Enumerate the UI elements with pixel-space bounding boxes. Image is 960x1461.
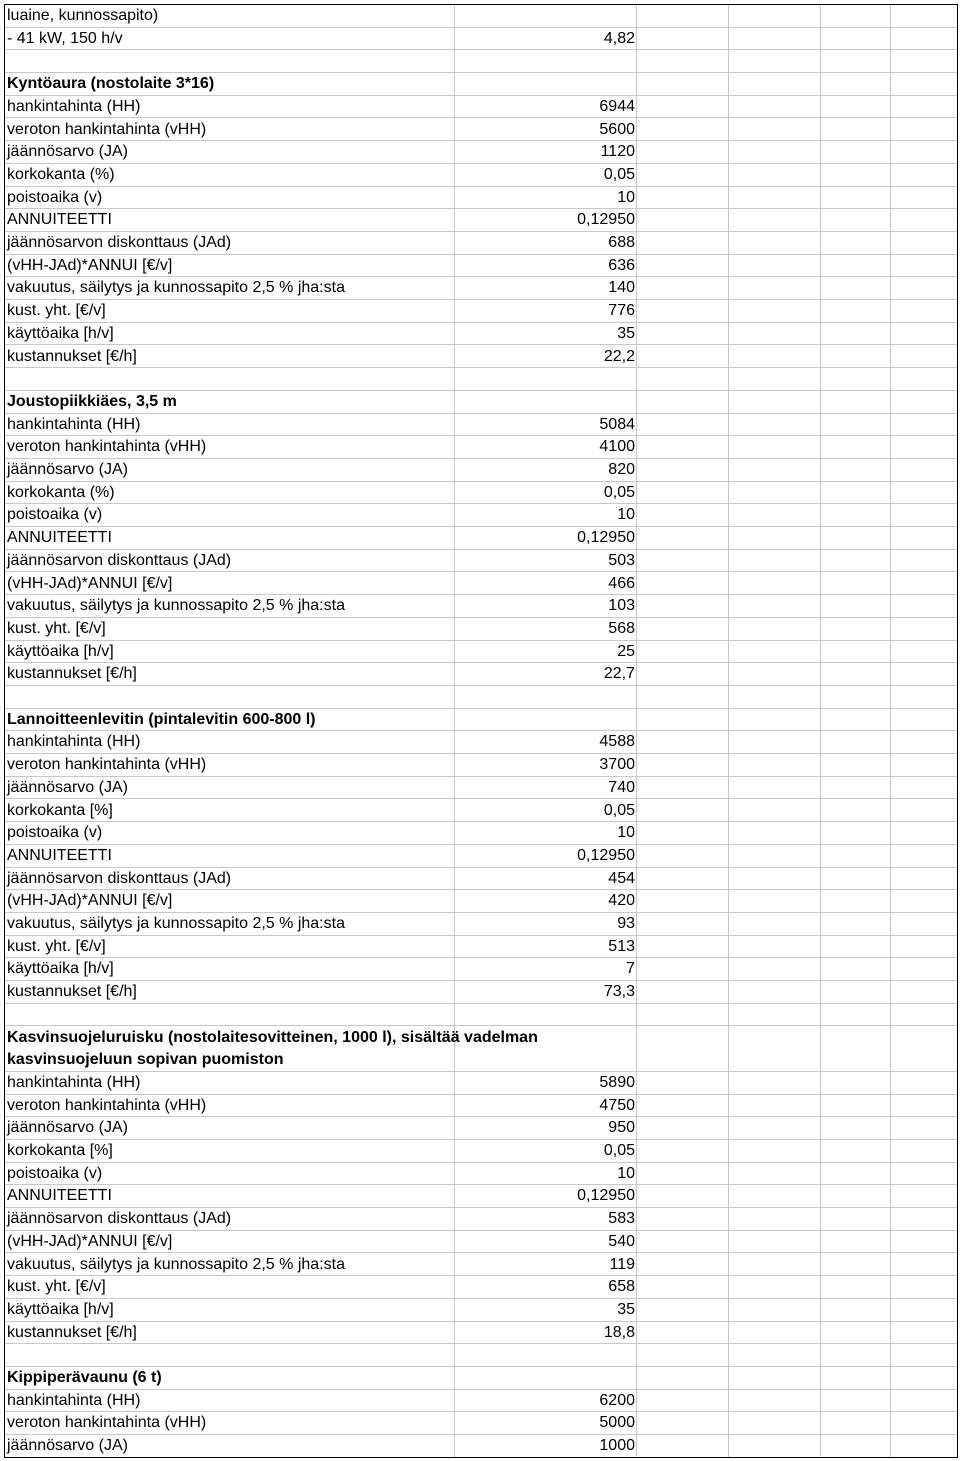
row-value: 454 — [608, 869, 635, 887]
row-value: 513 — [608, 937, 635, 955]
table-row — [5, 209, 957, 232]
table-row — [5, 96, 957, 119]
table-row — [5, 414, 957, 437]
table-row — [5, 1140, 957, 1163]
table-row — [5, 1231, 957, 1254]
row-label: poistoaika (v) — [7, 1164, 103, 1182]
row-value: 1120 — [600, 143, 635, 161]
row-value: 140 — [608, 279, 635, 297]
row-value: 636 — [608, 256, 635, 274]
table-row — [5, 1435, 957, 1458]
row-value: 25 — [617, 642, 635, 660]
row-value: 568 — [608, 619, 635, 637]
table-row — [5, 527, 957, 550]
row-label: (vHH-JAd)*ANNUI [€/v] — [7, 1232, 173, 1250]
table-row — [5, 595, 957, 618]
row-label: vakuutus, säilytys ja kunnossapito 2,5 % jha:sta — [7, 597, 345, 615]
table-row — [5, 1276, 957, 1299]
row-value: 466 — [608, 574, 635, 592]
row-label: - 41 kW, 150 h/v — [7, 29, 123, 47]
row-label: jäännösarvo (JA) — [7, 1437, 128, 1455]
table-row — [5, 663, 957, 686]
table-row — [5, 1390, 957, 1413]
table-row — [5, 346, 957, 369]
row-value: 776 — [608, 302, 635, 320]
row-label: vakuutus, säilytys ja kunnossapito 2,5 % jha:sta — [7, 279, 345, 297]
table-row — [5, 641, 957, 664]
table-row — [5, 1117, 957, 1140]
table-row — [5, 822, 957, 845]
row-value: 0,12950 — [577, 529, 635, 547]
row-label: poistoaika (v) — [7, 188, 103, 206]
table-row — [5, 482, 957, 505]
row-value: 6200 — [599, 1391, 635, 1409]
section-header-row — [5, 391, 957, 414]
row-label: käyttöaika [h/v] — [7, 324, 114, 342]
row-label: ANNUITEETTI — [7, 529, 112, 547]
row-value: 6944 — [599, 97, 635, 115]
row-value: 4588 — [599, 733, 635, 751]
row-value: 0,05 — [603, 801, 635, 819]
row-value: 73,3 — [603, 983, 635, 1001]
row-value: 420 — [608, 892, 635, 910]
row-label: käyttöaika [h/v] — [7, 1300, 114, 1318]
table-row — [5, 300, 957, 323]
row-label: käyttöaika [h/v] — [7, 960, 114, 978]
row-value: 4750 — [599, 1096, 635, 1114]
table-row — [5, 1412, 957, 1435]
row-label: korkokanta [%] — [7, 1142, 113, 1159]
row-value: 540 — [608, 1232, 635, 1250]
row-value: 3700 — [599, 756, 635, 774]
row-value: 0,12950 — [577, 1187, 635, 1205]
row-label: korkokanta [%] — [7, 801, 113, 819]
row-label: korkokanta (%) — [7, 483, 115, 501]
row-label: jäännösarvo (JA) — [7, 778, 128, 796]
row-label: veroton hankintahinta (vHH) — [7, 120, 207, 138]
table-row — [5, 164, 957, 187]
table-row — [5, 573, 957, 596]
row-value: 950 — [608, 1119, 635, 1137]
row-label: hankintahinta (HH) — [7, 733, 141, 751]
row-label: (vHH-JAd)*ANNUI [€/v] — [7, 892, 173, 910]
table-row — [5, 323, 957, 346]
table-row — [5, 618, 957, 641]
row-value: 5600 — [599, 120, 635, 138]
section-header-row — [5, 1027, 957, 1072]
table-row — [5, 1299, 957, 1322]
table-row — [5, 868, 957, 891]
table-row — [5, 1185, 957, 1208]
table-row — [5, 50, 957, 73]
row-value: 4,82 — [603, 29, 635, 47]
row-label: jäännösarvo (JA) — [7, 461, 128, 478]
table-row — [5, 187, 957, 210]
section-title: Kasvinsuojeluruisku (nostolaitesovitteinen, 1000 l), sisältää vadelman kasvinsuojeluun sopivan puomiston — [7, 1028, 538, 1069]
row-value: 103 — [608, 597, 635, 615]
section-header-row — [5, 709, 957, 732]
table-row — [5, 1344, 957, 1367]
table-row — [5, 686, 957, 709]
row-value: 10 — [617, 1164, 635, 1182]
section-title: Kippiperävaunu (6 t) — [7, 1369, 162, 1386]
section-header-row — [5, 1367, 957, 1390]
row-value: 0,12950 — [577, 846, 635, 864]
table-row — [5, 913, 957, 936]
row-value: 740 — [608, 778, 635, 796]
row-label: hankintahinta (HH) — [7, 1391, 141, 1409]
table-row — [5, 777, 957, 800]
row-label: käyttöaika [h/v] — [7, 642, 114, 660]
table-row — [5, 890, 957, 913]
table-row — [5, 255, 957, 278]
row-value: 35 — [617, 324, 635, 342]
table-row — [5, 1163, 957, 1186]
table-row — [5, 232, 957, 255]
row-label: kust. yht. [€/v] — [7, 302, 106, 320]
row-value: 5000 — [599, 1414, 635, 1432]
table-row — [5, 1072, 957, 1095]
row-label: (vHH-JAd)*ANNUI [€/v] — [7, 574, 173, 592]
row-label: ANNUITEETTI — [7, 1187, 112, 1205]
row-value: 0,05 — [603, 165, 635, 183]
row-label: (vHH-JAd)*ANNUI [€/v] — [7, 256, 173, 274]
table-row — [5, 1322, 957, 1345]
row-label: jäännösarvo (JA) — [7, 1119, 128, 1137]
row-value: 22,2 — [603, 347, 635, 365]
section-title: Joustopiikkiäes, 3,5 m — [7, 392, 177, 410]
table-row — [5, 754, 957, 777]
table-row — [5, 28, 957, 51]
row-value: 93 — [617, 915, 635, 932]
row-label: jäännösarvon diskonttaus (JAd) — [7, 234, 232, 251]
table-row — [5, 1004, 957, 1027]
table-row — [5, 504, 957, 527]
row-value: 119 — [609, 1255, 635, 1273]
row-label: hankintahinta (HH) — [7, 97, 141, 115]
row-label: veroton hankintahinta (vHH) — [7, 1414, 207, 1432]
table-row — [5, 958, 957, 981]
row-value: 688 — [608, 234, 635, 251]
row-label: kust. yht. [€/v] — [7, 1278, 106, 1296]
row-label: vakuutus, säilytys ja kunnossapito 2,5 % jha:sta — [7, 1255, 345, 1273]
row-value: 583 — [608, 1210, 635, 1228]
row-value: 22,7 — [603, 665, 635, 683]
row-label: jäännösarvon diskonttaus (JAd) — [7, 1210, 232, 1228]
row-value: 35 — [617, 1300, 635, 1318]
section-title: Kyntöaura (nostolaite 3*16) — [7, 75, 215, 93]
row-value: 0,05 — [603, 483, 635, 501]
row-value: 7 — [626, 960, 635, 978]
row-value: 1000 — [599, 1437, 635, 1455]
table-row — [5, 1095, 957, 1118]
table-row — [5, 119, 957, 142]
row-label: kust. yht. [€/v] — [7, 937, 106, 955]
row-value: 18,8 — [603, 1323, 635, 1341]
row-value: 820 — [608, 461, 635, 478]
row-label: hankintahinta (HH) — [7, 1073, 141, 1091]
table-row — [5, 936, 957, 959]
table-row — [5, 845, 957, 868]
table-row — [5, 800, 957, 823]
table-row — [5, 731, 957, 754]
row-label: poistoaika (v) — [7, 506, 103, 524]
row-label: kustannukset [€/h] — [7, 1323, 137, 1341]
row-value: 503 — [608, 551, 635, 569]
row-value: 0,05 — [603, 1142, 635, 1159]
row-value: 10 — [617, 188, 635, 206]
row-label: veroton hankintahinta (vHH) — [7, 1096, 207, 1114]
row-label: hankintahinta (HH) — [7, 415, 141, 433]
table-row — [5, 436, 957, 459]
row-label: kustannukset [€/h] — [7, 665, 137, 683]
row-value: 658 — [608, 1278, 635, 1296]
row-label: luaine, kunnossapito) — [7, 7, 159, 24]
table-row — [5, 1254, 957, 1277]
table-row — [5, 368, 957, 391]
table-row — [5, 550, 957, 573]
row-value: 0,12950 — [577, 211, 635, 229]
table-row — [5, 5, 957, 28]
row-label: jäännösarvon diskonttaus (JAd) — [7, 551, 232, 569]
row-label: veroton hankintahinta (vHH) — [7, 438, 207, 456]
table-row — [5, 981, 957, 1004]
row-label: ANNUITEETTI — [7, 846, 112, 864]
row-label: poistoaika (v) — [7, 824, 103, 842]
row-label: korkokanta (%) — [7, 165, 115, 183]
row-label: veroton hankintahinta (vHH) — [7, 756, 207, 774]
row-label: jäännösarvo (JA) — [7, 143, 128, 161]
table-row — [5, 1208, 957, 1231]
row-value: 5084 — [599, 415, 635, 433]
spreadsheet-grid — [4, 4, 958, 1458]
row-label: kust. yht. [€/v] — [7, 619, 106, 637]
row-label: jäännösarvon diskonttaus (JAd) — [7, 869, 232, 887]
table-row — [5, 277, 957, 300]
row-value: 10 — [617, 506, 635, 524]
row-value: 10 — [617, 824, 635, 842]
row-value: 4100 — [599, 438, 635, 456]
row-label: ANNUITEETTI — [7, 211, 112, 229]
row-value: 5890 — [599, 1073, 635, 1091]
section-title: Lannoitteenlevitin (pintalevitin 600-800 l) — [7, 710, 316, 728]
row-label: kustannukset [€/h] — [7, 347, 137, 365]
table-row — [5, 459, 957, 482]
section-header-row — [5, 73, 957, 96]
row-label: vakuutus, säilytys ja kunnossapito 2,5 % jha:sta — [7, 915, 345, 932]
table-row — [5, 141, 957, 164]
row-label: kustannukset [€/h] — [7, 983, 137, 1001]
